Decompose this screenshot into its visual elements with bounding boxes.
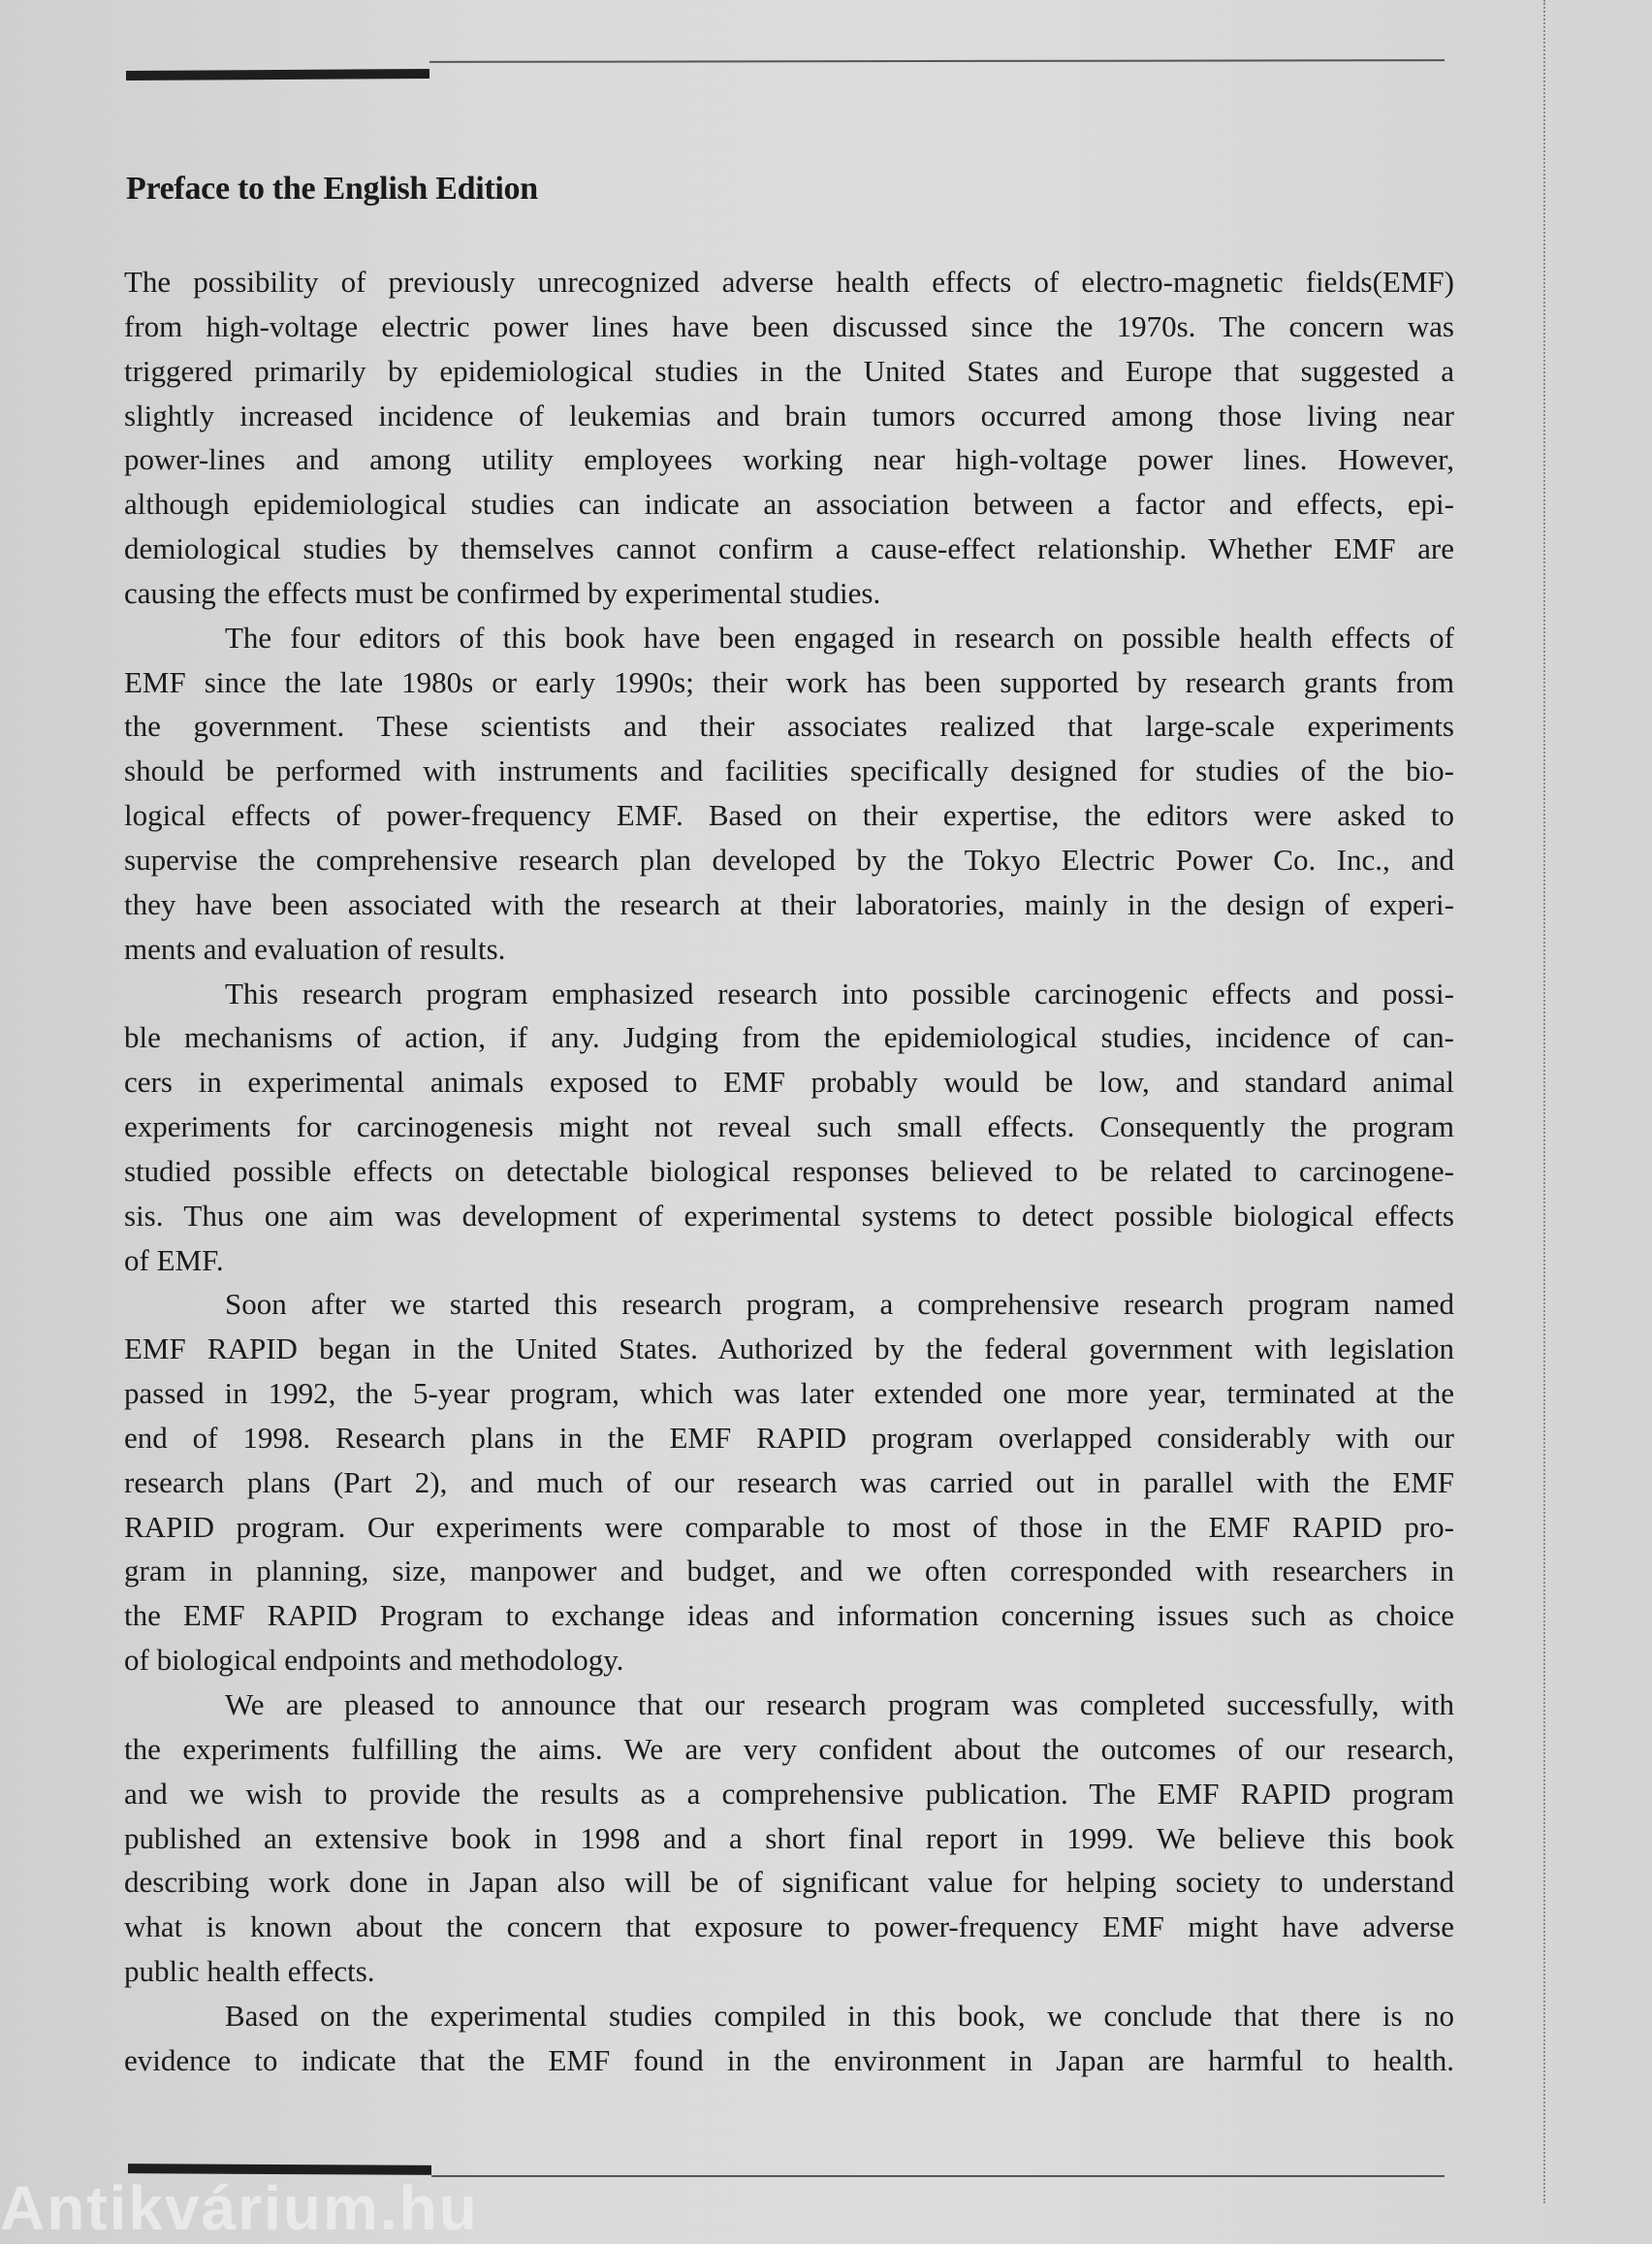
- top-rule-thick: [126, 69, 429, 80]
- text-line: of EMF.: [124, 1242, 224, 1277]
- text-line: ble mechanisms of action, if any. Judging from the epidemiological studies, incidence of can-: [124, 1020, 1454, 1055]
- text-line: sis. Thus one aim was development of experimental systems to detect possible biological effects: [124, 1198, 1454, 1233]
- text-line: Based on the experimental studies compiled in this book, we conclude that there is no: [225, 1998, 1454, 2033]
- top-rule-thin: [429, 59, 1445, 63]
- text-line: EMF RAPID began in the United States. Authorized by the federal government with legislation: [124, 1331, 1454, 1366]
- text-line: end of 1998. Research plans in the EMF RAPID program overlapped considerably with our: [124, 1420, 1454, 1455]
- text-line: describing work done in Japan also will be of significant value for helping society to understand: [124, 1865, 1454, 1900]
- paragraph: [124, 1994, 1454, 2083]
- text-line: evidence to indicate that the EMF found in the environment in Japan are harmful to health.: [124, 2042, 1454, 2077]
- text-line: causing the effects must be confirmed by experimental studies.: [124, 575, 881, 610]
- text-line: what is known about the concern that exposure to power-frequency EMF might have adverse: [124, 1909, 1454, 1944]
- paragraph: [124, 260, 1454, 616]
- text-line: The four editors of this book have been engaged in research on possible health effects of: [225, 620, 1454, 655]
- text-line: logical effects of power-frequency EMF. Based on their expertise, the editors were asked to: [124, 798, 1454, 833]
- bottom-rule-thin: [431, 2175, 1445, 2177]
- text-line: This research program emphasized research into possible carcinogenic effects and possi-: [225, 976, 1454, 1010]
- text-line: and we wish to provide the results as a comprehensive publication. The EMF RAPID program: [124, 1776, 1454, 1811]
- text-line: from high-voltage electric power lines have been discussed since the 1970s. The concern was: [124, 308, 1454, 343]
- text-line: the experiments fulfilling the aims. We are very confident about the outcomes of our research,: [124, 1731, 1454, 1766]
- paragraph: [124, 1282, 1454, 1683]
- watermark: Antikvárium.hu: [0, 2173, 479, 2243]
- text-line: should be performed with instruments and facilities specifically designed for studies of the bio-: [124, 753, 1454, 788]
- text-line: demiological studies by themselves cannot confirm a cause-effect relationship. Whether EMF are: [124, 531, 1454, 566]
- text-line: passed in 1992, the 5-year program, which was later extended one more year, terminated at the: [124, 1376, 1454, 1411]
- text-line: We are pleased to announce that our research program was completed successfully, with: [225, 1687, 1454, 1721]
- text-line: research plans (Part 2), and much of our research was carried out in parallel with the EMF: [124, 1464, 1454, 1499]
- text-line: supervise the comprehensive research plan developed by the Tokyo Electric Power Co. Inc., and: [124, 842, 1454, 877]
- text-line: triggered primarily by epidemiological studies in the United States and Europe that suggested a: [124, 353, 1454, 388]
- text-line: the government. These scientists and their associates realized that large-scale experiments: [124, 709, 1454, 744]
- text-line: RAPID program. Our experiments were comparable to most of those in the EMF RAPID pro-: [124, 1509, 1454, 1544]
- text-line: published an extensive book in 1998 and a short final report in 1999. We believe this book: [124, 1820, 1454, 1855]
- text-line: ments and evaluation of results.: [124, 931, 506, 966]
- text-line: experiments for carcinogenesis might not reveal such small effects. Consequently the program: [124, 1109, 1454, 1144]
- text-line: of biological endpoints and methodology.: [124, 1643, 624, 1678]
- page-edge: [1543, 0, 1545, 2203]
- paragraph: [124, 1683, 1454, 1994]
- page-heading: Preface to the English Edition: [126, 171, 538, 207]
- text-line: studied possible effects on detectable biological responses believed to be related to carcinogene-: [124, 1153, 1454, 1188]
- text-line: The possibility of previously unrecognized adverse health effects of electro-magnetic fields(EMF): [124, 265, 1454, 299]
- text-line: cers in experimental animals exposed to EMF probably would be low, and standard animal: [124, 1065, 1454, 1100]
- paragraph: [124, 616, 1454, 972]
- text-line: Soon after we started this research program, a comprehensive research program named: [225, 1287, 1454, 1322]
- paragraph: [124, 972, 1454, 1283]
- text-line: public health effects.: [124, 1954, 375, 1989]
- text-line: gram in planning, size, manpower and budget, and we often corresponded with researchers in: [124, 1554, 1454, 1588]
- text-line: EMF since the late 1980s or early 1990s; their work has been supported by research grants from: [124, 664, 1454, 699]
- text-line: the EMF RAPID Program to exchange ideas and information concerning issues such as choice: [124, 1598, 1454, 1633]
- text-line: slightly increased incidence of leukemias and brain tumors occurred among those living near: [124, 398, 1454, 433]
- text-line: they have been associated with the research at their laboratories, mainly in the design of experi-: [124, 886, 1454, 921]
- text-line: although epidemiological studies can indicate an association between a factor and effects, epi-: [124, 487, 1454, 522]
- text-line: power-lines and among utility employees working near high-voltage power lines. However,: [124, 442, 1454, 477]
- body-text: [124, 260, 1454, 2083]
